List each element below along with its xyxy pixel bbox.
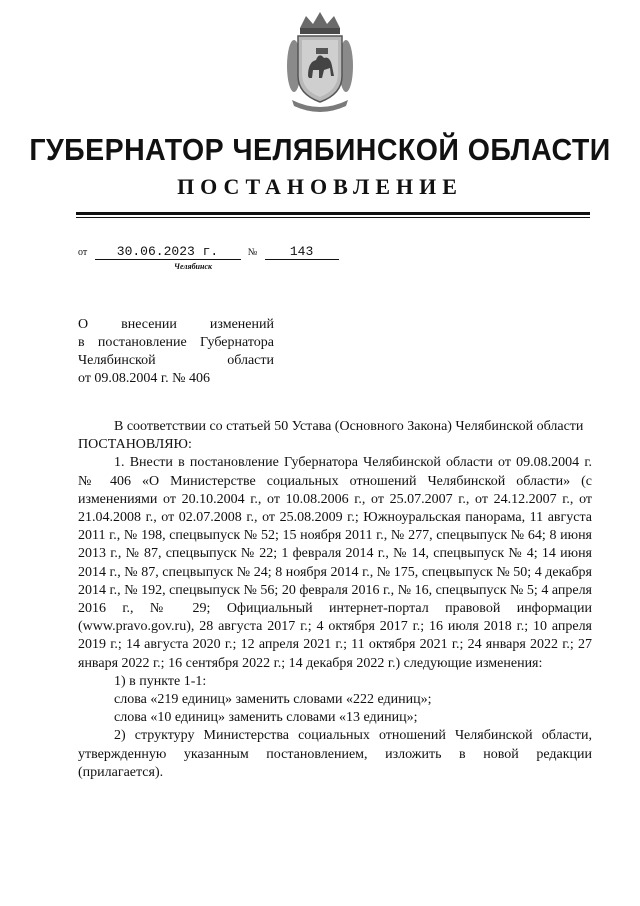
subitem-1: 1) в пункте 1-1: [114,673,207,689]
subject-line: Челябинской области [78,353,274,368]
city-label: Челябинск [174,262,213,271]
subitem-1-change-a: слова «219 единиц» заменить словами «222 единиц»; [114,692,432,708]
subitem-2: 2) структуру Министерства социальных отношений Челябинской области, утвержденную указанным постановлением, изложить в новой редакции (прилагается). [78,728,592,780]
decree-subject [78,316,274,388]
subject-line: О внесении изменений [78,317,274,332]
number-prefix: № [247,247,258,258]
preamble-paragraph: В соответствии со статьей 50 Устава (Основного Закона) Челябинской области [114,419,584,434]
document-body [78,418,592,782]
subject-line: в постановление Губернатора [78,335,274,350]
coat-of-arms-emblem [286,10,354,114]
subject-line: от 09.08.2004 г. № 406 [78,371,210,386]
decree-word: ПОСТАНОВЛЯЮ: [78,437,192,453]
header-rule-thin [76,217,590,218]
header-rule-thick [76,212,590,215]
decree-date: 30.06.2023 г. [95,245,241,260]
document-title: ГУБЕРНАТОР ЧЕЛЯБИНСКОЙ ОБЛАСТИ [29,132,611,167]
item-1-paragraph: 1. Внести в постановление Губернатора Челябинской области от 09.08.2004 г. № 406 «О Министерстве социальных отношений Челябинской области» (с изменениями от 20.10.2004 г., от 10.08.2006 г., от 25.07.2007 г., от 24.12.2007 г., от 21.04.2008 г., от 02.07.2008 г., от 25.08.2009 г.; Южноуральская панорама, 11 августа 2011 г., № 198, спецвыпуск № 52; 15 ноября 2011 г., № 277, спецвыпуск № 64; 8 июня 2013 г., № 87, спецвыпуск № 22; 1 февраля 2014 г., № 14, спецвыпуск № 4; 14 июня 2014 г., № 87, спецвыпуск № 24; 8 ноября 2014 г., № 175, спецвыпуск № 50; 4 декабря 2014 г., № 192, спецвыпуск № 56; 20 февраля 2016 г., № 16, спецвыпуск № 5; 4 апреля 2016 г., № 29; Официальный интернет-портал правовой информации (www.pravo.gov.ru), 28 августа 2017 г.; 4 октября 2017 г.; 16 июля 2018 г.; 10 апреля 2019 г.; 14 августа 2020 г.; 12 апреля 2021 г.; 11 октября 2021 г.; 24 января 2022 г.; 27 января 2022 г.; 16 сентября 2022 г.; 14 декабря 2022 г.) следующие изменения: [78,455,592,671]
subitem-1-change-b: слова «10 единиц» заменить словами «13 единиц»; [114,710,418,726]
document-type: ПОСТАНОВЛЕНИЕ [177,174,463,199]
date-number-line [78,243,339,260]
decree-number: 143 [265,245,339,260]
date-prefix: от [78,247,88,258]
